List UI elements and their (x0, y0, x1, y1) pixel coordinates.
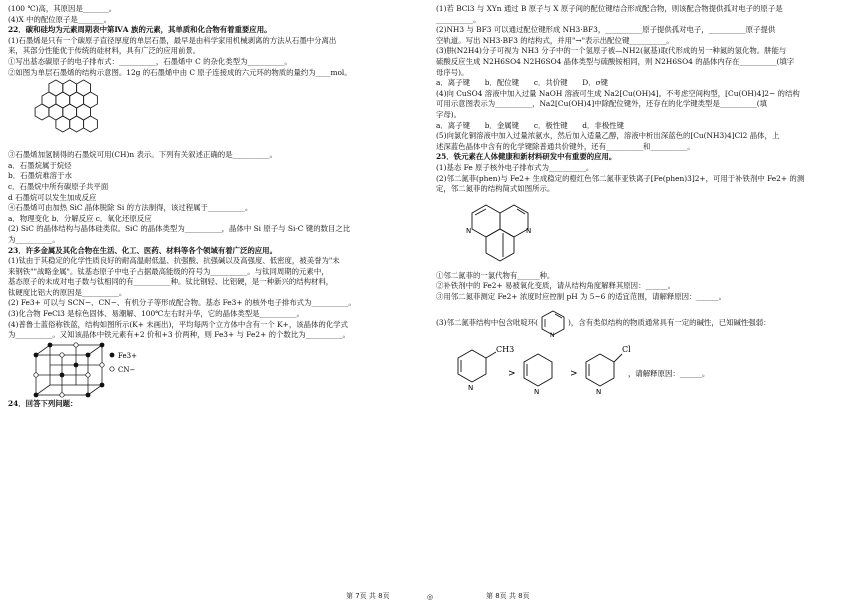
graphene-figure (28, 78, 426, 150)
pyridine-text-a: (3)邻二氮菲结构中包含吡啶环( (436, 318, 539, 328)
text-line: (5)向氯化铜溶液中加入过量浓氨水，然后加入适量乙醇，溶液中析出深蓝色的[Cu(NH3)4]Cl2 晶体，上 (436, 131, 780, 141)
text-line: 22．碳和硅均为元素周期表中第ⅣA 族的元素，其单质和化合物有着重要应用。 (8, 25, 272, 35)
basicity-tail: ，请解释原因：______。 (628, 369, 710, 379)
text-line: (3)化合物 FeCl3 是棕色固体、易潮解、100℃左右时升华，它的晶体类型是__________。 (8, 309, 304, 319)
text-line: ③用邻二氮菲测定 Fe2+ 浓度时应控制 pH 为 5~6 的适宜范围，请解释原因：______。 (436, 291, 726, 301)
text-line: 25．铁元素在人体健康和新材料研发中有重要的应用。 (436, 152, 617, 162)
text-line: __________。 (436, 14, 481, 24)
graphene-hexagon (56, 116, 70, 132)
text-line: (100 ℃)高，其原因是_______。 (8, 4, 117, 13)
text-line: 母序号)。 (436, 67, 469, 77)
text-line: ③石墨烯加氢制得的石墨烷可用(CH)n 表示。下列有关叙述正确的是__________。 (8, 150, 277, 160)
footer-page-right: 第 8页 共 8页 (486, 592, 530, 600)
text-line: 定，邻二氮菲的结构简式如图所示。 (436, 184, 555, 194)
pyr-n: N (534, 388, 540, 397)
text-line: 钛硬度比铝大的原因是__________。 (8, 287, 127, 297)
text-line: ④石墨烯可由加热 SiC 晶体脱除 Si 的方法制得，该过程属于__________。 (8, 203, 253, 213)
graphene-hexagon (35, 104, 49, 120)
text-line: (1)钛由于其稳定的化学性质良好的耐高温耐低温、抗强酸、抗强碱以及高强度、低密度，被美誉为"未 (8, 256, 340, 266)
text-line: (1)若 BCl3 与 XYn 通过 B 原子与 X 原子间的配位键结合形成配合物，则该配合物提供孤对电子的原子是 (436, 4, 783, 13)
text-line: 述深蓝色晶体中含有的化学键除普通共价键外，还有__________和__________。 (436, 141, 695, 151)
text-line: b．石墨烷难溶于水 (8, 171, 72, 181)
text-line: d 石墨烷可以发生加成反应 (8, 192, 97, 202)
left-text-block-3 (8, 399, 426, 410)
right-text-block-2 (436, 271, 854, 303)
right-text-block-1 (436, 4, 854, 195)
pyridine-text-b: )，含有类似结构的物质通常具有一定的碱性，已知碱性强弱： (568, 318, 771, 328)
text-line: ①邻二氮菲的一氯代物有______种。 (436, 270, 555, 280)
text-line: (2) SiC 的晶体结构与晶体硅类似。SiC 的晶体类型为__________，晶体中 Si 原子与 Si-C 键的数目之比 (8, 224, 351, 234)
footer-page-left: 第 7页 共 8页 (346, 592, 390, 600)
text-line: (2)NH3 与 BF3 可以通过配位键形成 NH3·BF3，__________原子提供孤对电子，__________原子提供 (436, 25, 776, 35)
gt-sign-1: > (508, 369, 516, 380)
graphene-hexagon (84, 116, 98, 132)
footer-center-mark: ◎ (427, 593, 434, 601)
ch3-label: CH3 (496, 345, 515, 355)
cn-legend-dot (110, 367, 114, 371)
text-line: 24．回答下列问题： (8, 398, 78, 408)
text-line: 字母)。 (436, 109, 462, 119)
left-column (8, 4, 426, 409)
text-line: 可用示意图表示为__________，Na2[Cu(OH)4]中除配位键外，还存在的化学键类型是__________(填 (436, 99, 768, 109)
text-line: (1)基态 Fe 原子核外电子排布式为__________。 (436, 162, 594, 172)
text-line: (1)石墨烯是只有一个碳原子直径厚度的单层石墨，最早是由科学家用机械剥离的方法从石墨中分离出 (8, 35, 337, 45)
graphene-hexagon (70, 116, 84, 132)
text-line: ②如图为单层石墨烯的结构示意图。12g 的石墨烯中由 C 原子连接成的六元环的物质的量约为____mol。 (8, 67, 352, 77)
mpyr-n: N (468, 384, 474, 393)
cl-label: Cl (622, 345, 631, 355)
clpyr-n: N (596, 388, 602, 397)
phen-n-right: N (526, 226, 532, 235)
text-line: 为__________。又知该晶体中铁元素有+2 价和+3 价两种，则 Fe3+ 与 Fe2+ 的个数比为__________。 (8, 330, 350, 340)
text-line: (2)邻二氮菲(phen)与 Fe2+ 生成稳定的橙红色邻二氮菲亚铁离子[Fe(phen)3]2+，可用于补铁剂中 Fe2+ 的测 (436, 173, 805, 183)
text-line: 来，其部分性能优于传统的硅材料，具有广泛的应用前景。 (8, 46, 201, 56)
text-line: 硫酸反应生成 N2H6SO4 N2H6SO4 晶体类型与硫酸铵相同，则 N2H6SO4 的晶体内存在__________(填字 (436, 56, 795, 66)
basicity-structures (436, 340, 736, 400)
text-line: 为__________。 (8, 234, 60, 244)
text-line: (4)X 中的配位原子是_______。 (8, 14, 112, 24)
text-line: c．石墨烷中所有碳原子共平面 (8, 181, 109, 191)
text-line: a．石墨烷属于烷烃 (8, 160, 72, 170)
text-line: a．离子键 b．金属键 c．极性键 d．非极性键 (436, 120, 624, 130)
text-line: 来钢铁""战略金属"。钛基态原子中电子占据最高能级的符号为__________。与钛同周期的元素中， (8, 266, 329, 276)
phenanthroline-structure-diagram (452, 195, 562, 271)
phenanthroline-figure (452, 195, 854, 271)
gt-sign-2: > (570, 369, 578, 380)
text-line: ①写出基态碳原子的电子排布式：__________，石墨烯中 C 的杂化类型为__________。 (8, 56, 292, 66)
pyridine-ring-diagram (538, 308, 568, 338)
text-line: (2) Fe3+ 可以与 SCN−、CN−、有机分子等形成配合物。基态 Fe3+ 的核外电子排布式为__________。 (8, 298, 356, 308)
basicity-comparison-figure (436, 340, 854, 400)
prussian-blue-figure (32, 341, 426, 399)
text-line: (4)向 CuSO4 溶液中加入过量 NaOH 溶液可生成 Na2[Cu(OH)4]。不考虑空间构型，[Cu(OH)4]2− 的结构 (436, 88, 800, 98)
text-line: 空轨道。写出 NH3·BF3 的结构式，并用"→"表示出配位键__________。 (436, 35, 674, 45)
graphene-structure-diagram (28, 78, 148, 150)
pyridine-n: N (550, 332, 555, 339)
fe-legend-dot (110, 352, 115, 357)
text-line: 基态原子的未成对电子数与钛相同的有__________种。钛比钢轻、比铝硬，是一种新兴的结构材料， (8, 277, 334, 287)
text-line: a．物理变化 b．分解反应 c．氧化还原反应 (8, 213, 152, 223)
left-text-block-1 (8, 4, 426, 78)
cn-legend-label: CN− (118, 365, 136, 374)
prussian-blue-cube-diagram (32, 341, 172, 399)
phen-n-left: N (466, 226, 472, 235)
text-line: (3)肼(N2H4)分子可视为 NH3 分子中的一个氢原子被—NH2(氨基)取代形成的另一种氮的氢化物。肼能与 (436, 46, 787, 56)
text-line: 23．许多金属及其化合物在生活、化工、医药、材料等各个领域有着广泛的应用。 (8, 245, 277, 255)
text-line: (4)普鲁士蓝俗称铁蓝，结构如图所示(K+ 未画出)，平均每两个立方体中含有一个 K+，该晶体的化学式 (8, 319, 348, 329)
pyridine-question-line (436, 306, 854, 340)
fe-legend-label: Fe3+ (118, 351, 137, 360)
text-line: ②补铁剂中的 Fe2+ 易被氧化变质，请从结构角度解释其原因：______。 (436, 281, 676, 291)
right-column (436, 4, 854, 400)
text-line: a．离子键 b．配位键 c．共价键 D．σ键 (436, 78, 609, 88)
left-text-block-2 (8, 150, 426, 341)
